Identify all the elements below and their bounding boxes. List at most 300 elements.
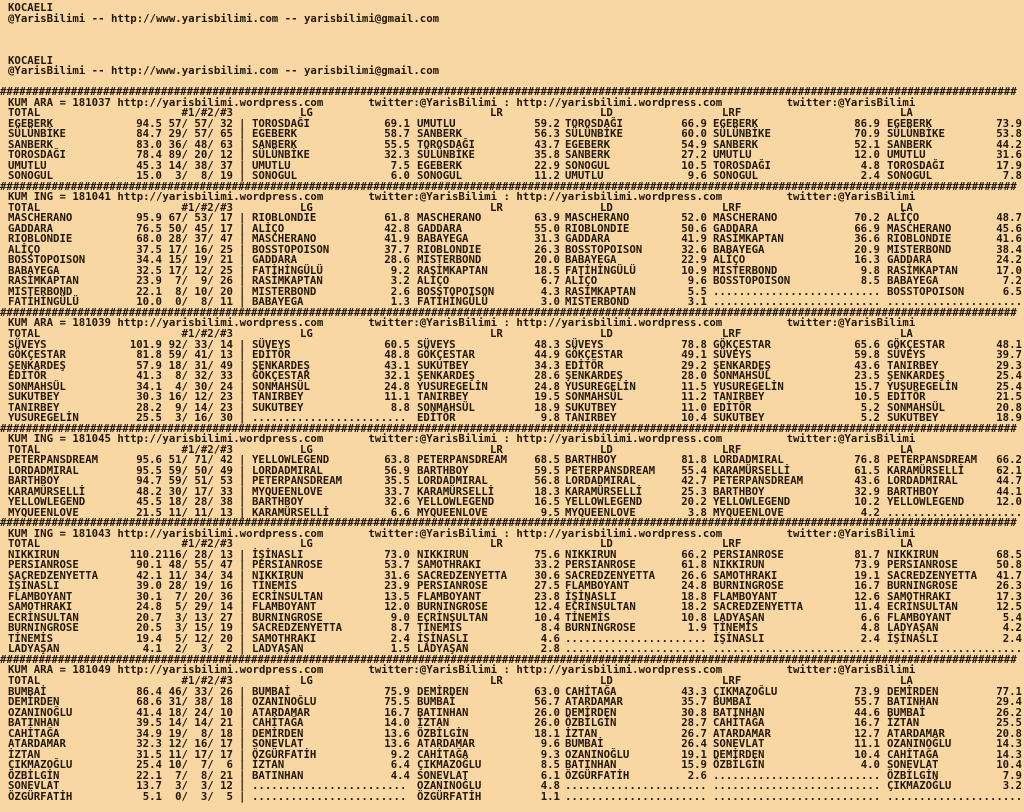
la-name: ALİÇO (887, 211, 920, 225)
lg-value: 73.0 (384, 547, 410, 561)
lr-name: GÖKÇESTAR (417, 348, 475, 362)
lr-value: 43.7 (534, 137, 560, 151)
total-value: 20.5 (136, 621, 162, 635)
ld-value: 11.0 (681, 400, 707, 414)
la-value: 14.3 (996, 747, 1022, 761)
lrf-name: RASİMKAPTAN (713, 232, 784, 246)
lg-value: 32.6 (384, 495, 410, 509)
placings-value: 89/ 20/ 12 (168, 148, 233, 162)
lrf-name: SUKUTBEY (713, 411, 765, 425)
lrf-value: 86.9 (854, 116, 880, 130)
ld-value: 60.0 (681, 127, 707, 141)
horse-name: DEMİRDEN (8, 695, 60, 709)
lrf-name: .......................... (713, 284, 881, 298)
lr-value: 34.3 (534, 358, 560, 372)
lr-value: 22.9 (534, 158, 560, 172)
total-value: 34.4 (136, 253, 162, 267)
column-divider: | (239, 505, 246, 519)
horse-name: SONEVLAT (8, 779, 60, 793)
ld-value: 3.1 (687, 295, 707, 309)
ld-name: SANBERK (565, 148, 611, 162)
la-name: SANBERK (887, 137, 933, 151)
lrf-value: 65.6 (854, 337, 880, 351)
lr-name: SONEVLAT (417, 768, 469, 782)
lrf-value: 73.9 (854, 558, 880, 572)
total-value: 45.5 (136, 495, 162, 509)
lr-value: 63.9 (534, 211, 560, 225)
lr-value: 4.6 (540, 631, 560, 645)
col-header-lr: LR (490, 442, 503, 456)
column-divider: | (239, 358, 246, 372)
lg-name: MISTERBOND (252, 284, 317, 298)
lr-name: MISTERBOND (417, 253, 482, 267)
placings-value: 17/ 16/ 25 (168, 242, 233, 256)
la-value: 45.6 (996, 221, 1022, 235)
separator-hashes: ############################################################################################################################################################## (0, 516, 1017, 530)
lg-value: 63.8 (384, 453, 410, 467)
column-divider: | (239, 610, 246, 624)
horse-name: UMUTLU (8, 158, 47, 172)
la-value: 29.3 (996, 358, 1022, 372)
lg-name: FLAMBOYANT (252, 600, 317, 614)
lrf-value: 4.8 (860, 158, 880, 172)
placings-value: 7/ 9/ 26 (168, 274, 233, 288)
la-name: EGEBERK (887, 116, 933, 130)
lg-value: 31.6 (384, 568, 410, 582)
column-divider: | (239, 232, 246, 246)
lr-name: MYQUEENLOVE (417, 505, 488, 519)
ld-name: BATINHAN (565, 758, 617, 772)
lr-value: 56.8 (534, 474, 560, 488)
column-divider: | (239, 148, 246, 162)
lg-name: TOROSDAĞI (252, 116, 310, 130)
total-value: 41.4 (136, 705, 162, 719)
lr-value: 4.3 (540, 284, 560, 298)
horse-name: TOROSDAĞI (8, 148, 66, 162)
lr-name: BUMBAİ (417, 695, 456, 709)
ld-name: SACREDZENYETTA (565, 568, 656, 582)
la-name: BURNINGROSE (887, 579, 958, 593)
lr-value: 20.0 (534, 253, 560, 267)
column-divider: | (239, 642, 246, 656)
la-name: ..................... (887, 642, 1023, 656)
ld-name: DEMİRDEN (565, 705, 617, 719)
lr-value: 10.4 (534, 610, 560, 624)
ld-name: BURNINGROSE (565, 621, 636, 635)
ld-value: 28.7 (681, 716, 707, 730)
col-header-total: TOTAL (8, 442, 41, 456)
la-name: LADYAŞAN (887, 621, 939, 635)
lg-name: BURNINGROSE (252, 610, 323, 624)
separator-hashes: ############################################################################################################################################################## (0, 179, 1017, 193)
column-divider: | (239, 348, 246, 362)
la-value: 12.0 (996, 495, 1022, 509)
lr-name: SUKUTBEY (417, 358, 469, 372)
lrf-name: TOROSDAĞI (713, 158, 771, 172)
column-divider: | (239, 747, 246, 761)
ld-value: 43.3 (681, 684, 707, 698)
lr-value: 1.1 (540, 789, 560, 803)
total-value: 42.1 (136, 568, 162, 582)
col-header-ld: LD (600, 200, 613, 214)
placings-value: 48/ 55/ 47 (168, 558, 233, 572)
lr-value: 44.9 (534, 348, 560, 362)
lr-name: PETERPANSDREAM (417, 453, 508, 467)
la-value: 53.8 (996, 127, 1022, 141)
col-header-lr: LR (490, 200, 503, 214)
lrf-name: EDİTÖR (713, 400, 752, 414)
total-value: 94.7 (136, 474, 162, 488)
lrf-value: 4.0 (860, 758, 880, 772)
la-value: 20.8 (996, 726, 1022, 740)
total-value: 84.7 (136, 127, 162, 141)
la-value: 7.2 (1002, 274, 1022, 288)
total-value: 48.2 (136, 484, 162, 498)
col-header-la: LA (900, 442, 913, 456)
total-value: 20.7 (136, 610, 162, 624)
ld-name: MASCHERANO (565, 211, 630, 225)
lrf-name: BOSSTOPOISON (713, 274, 791, 288)
ld-value: 61.8 (681, 558, 707, 572)
total-value: 32.3 (136, 737, 162, 751)
lg-value: 35.5 (384, 474, 410, 488)
horse-name: GÖKÇESTAR (8, 348, 66, 362)
la-name: ÖZBİLGİN (887, 768, 939, 782)
la-value: 44.7 (996, 474, 1022, 488)
lg-name: NIKKIRUN (252, 568, 304, 582)
la-name: CAHİTAĞA (887, 747, 939, 761)
lr-value: 26.3 (534, 242, 560, 256)
ld-name: NIKKIRUN (565, 547, 617, 561)
placings-value: 36/ 48/ 63 (168, 137, 233, 151)
lrf-value: 2.4 (860, 169, 880, 183)
horse-name: BARTHBOY (8, 474, 60, 488)
la-value: 44.2 (996, 137, 1022, 151)
lr-name: SANBERK (417, 127, 463, 141)
column-divider: | (239, 568, 246, 582)
la-value: 31.6 (996, 148, 1022, 162)
total-value: 68.0 (136, 232, 162, 246)
horse-name: ÖZGÜRFATİH (8, 789, 73, 803)
column-divider: | (239, 547, 246, 561)
lrf-name: .......................... (713, 768, 881, 782)
ld-value: 5.5 (687, 284, 707, 298)
lg-name: FATİHİNGÜLÜ (252, 263, 323, 277)
ld-value: 49.1 (681, 348, 707, 362)
column-divider: | (239, 463, 246, 477)
lg-name: ÖZGÜRFATİH (252, 747, 317, 761)
la-value: 7.8 (1002, 169, 1022, 183)
lrf-name: SONEVLAT (713, 737, 765, 751)
lrf-value: 52.1 (854, 137, 880, 151)
lr-name: TİNEMİS (417, 621, 463, 635)
lr-value: 31.3 (534, 232, 560, 246)
lr-value: 6.1 (540, 768, 560, 782)
total-value: 21.5 (136, 505, 162, 519)
horse-name: SÜVEYS (8, 337, 47, 351)
col-header-placings: #1/#2/#3 (181, 200, 233, 214)
lrf-name: LORDADMIRAL (713, 453, 784, 467)
placings-value: 16/ 12/ 23 (168, 390, 233, 404)
lg-value: 14.0 (384, 716, 410, 730)
ld-value: 66.2 (681, 547, 707, 561)
total-value: 5.1 (142, 789, 162, 803)
lg-value: 69.1 (384, 116, 410, 130)
placings-value: 18/ 31/ 49 (168, 358, 233, 372)
lrf-value: 5.2 (860, 411, 880, 425)
placings-value: 11/ 34/ 34 (168, 568, 233, 582)
col-header-lg: LG (300, 106, 313, 120)
placings-value: 15/ 19/ 21 (168, 253, 233, 267)
race-title-line (0, 318, 1024, 329)
la-name: BARTHBOY (887, 484, 939, 498)
total-value: 41.3 (136, 369, 162, 383)
la-name: BABAYEGA (887, 274, 939, 288)
col-header-lrf: LRF (722, 200, 742, 214)
lg-name: MYQUEENLOVE (252, 484, 323, 498)
la-value: 48.7 (996, 211, 1022, 225)
lrf-name: SONMAHSÜL (713, 369, 771, 383)
lr-value: 75.6 (534, 547, 560, 561)
lg-value: 53.7 (384, 558, 410, 572)
column-divider: | (239, 274, 246, 288)
lrf-value: 70.2 (854, 211, 880, 225)
ld-name: BUMBAİ (565, 737, 604, 751)
ld-value: 10.8 (681, 610, 707, 624)
col-header-placings: #1/#2/#3 (181, 106, 233, 120)
ld-value: 11.5 (681, 379, 707, 393)
total-value: 83.0 (136, 137, 162, 151)
lg-name: LADYAŞAN (252, 642, 304, 656)
column-divider: | (239, 295, 246, 309)
lr-name: FATİHİNGÜLÜ (417, 295, 488, 309)
total-value: 39.5 (136, 716, 162, 730)
placings-value: 18/ 28/ 38 (168, 495, 233, 509)
ld-name: SÜLÜNBİKE (565, 127, 623, 141)
lrf-name: SONOGUL (713, 169, 759, 183)
column-divider: | (239, 474, 246, 488)
blank-line (0, 35, 1024, 46)
lr-name: TOROSDAĞI (417, 137, 475, 151)
lr-value: 56.7 (534, 695, 560, 709)
lg-value: 41.9 (384, 232, 410, 246)
column-divider: | (239, 137, 246, 151)
column-divider: | (239, 558, 246, 572)
la-value: 41.6 (996, 232, 1022, 246)
lg-value: 7.5 (390, 158, 410, 172)
column-divider: | (239, 695, 246, 709)
lg-value: 42.8 (384, 221, 410, 235)
ld-name: SÜVEYS (565, 337, 604, 351)
ld-name: ÖZGÜRFATİH (565, 768, 630, 782)
horse-name: SUKUTBEY (8, 390, 60, 404)
placings-value: 10/ 7/ 6 (168, 758, 233, 772)
placings-value: 59/ 51/ 53 (168, 474, 233, 488)
lr-value: 63.0 (534, 684, 560, 698)
la-name: TOROSDAĞI (887, 158, 945, 172)
ld-value: 24.8 (681, 579, 707, 593)
la-value: 38.4 (996, 242, 1022, 256)
lr-name: UMUTLU (417, 116, 456, 130)
lrf-name: SAMOTHRAKI (713, 568, 778, 582)
la-value: 10.4 (996, 758, 1022, 772)
col-header-lrf: LRF (722, 674, 742, 687)
ld-name: PETERPANSDREAM (565, 463, 656, 477)
lg-value: 43.1 (384, 358, 410, 372)
total-value: 24.8 (136, 600, 162, 614)
lg-value: 1.3 (390, 295, 410, 309)
la-name: SAMOTHRAKI (887, 589, 952, 603)
lrf-name: BARTHBOY (713, 484, 765, 498)
la-name: UMUTLU (887, 148, 926, 162)
lg-name: DEMİRDEN (252, 726, 304, 740)
col-header-lrf: LRF (722, 537, 742, 551)
lr-value: 48.3 (534, 337, 560, 351)
la-name: KARAMÜRSELLİ (887, 463, 965, 477)
placings-value: 28/ 19/ 16 (168, 579, 233, 593)
lg-name: ........................ (252, 411, 407, 425)
total-value: 30.1 (136, 589, 162, 603)
lr-name: PERSIANROSE (417, 579, 488, 593)
total-value: 32.5 (136, 263, 162, 277)
lr-name: İŞİNASLI (417, 631, 469, 645)
horse-name: SANBERK (8, 137, 54, 151)
la-name: MASCHERANO (887, 221, 952, 235)
placings-value: 59/ 50/ 49 (168, 463, 233, 477)
lr-name: MASCHERANO (417, 211, 482, 225)
lg-value: 8.8 (390, 400, 410, 414)
report-contact-line (0, 11, 1024, 25)
placings-value: 11/ 11/ 13 (168, 505, 233, 519)
total-value: 28.2 (136, 400, 162, 414)
lg-value: 16.7 (384, 705, 410, 719)
la-name: PERSIANROSE (887, 558, 958, 572)
lg-name: RIOBLONDIE (252, 211, 317, 225)
lg-name: ATARDAMAR (252, 705, 310, 719)
lg-value: 56.9 (384, 463, 410, 477)
ld-name: RASİMKAPTAN (565, 284, 636, 298)
lg-value: 75.9 (384, 684, 410, 698)
lr-name: BARTHBOY (417, 463, 469, 477)
placings-value: 12/ 16/ 17 (168, 737, 233, 751)
la-value: 25.5 (996, 716, 1022, 730)
col-header-lg: LG (300, 442, 313, 456)
lrf-value: 81.7 (854, 547, 880, 561)
lr-name: RIOBLONDIE (417, 242, 482, 256)
placings-value: 3/ 13/ 27 (168, 610, 233, 624)
lr-name: YELLOWLEGEND (417, 495, 495, 509)
col-header-lrf: LRF (722, 326, 742, 340)
lg-name: SAMOTHRAKI (252, 631, 317, 645)
lrf-value: 11.1 (854, 737, 880, 751)
la-value: 26.3 (996, 579, 1022, 593)
horse-name: ALİÇO (8, 242, 41, 256)
total-value: 78.4 (136, 148, 162, 162)
placings-value: 5/ 29/ 14 (168, 600, 233, 614)
lg-name: SONMAHSÜL (252, 379, 310, 393)
lrf-name: SÜLÜNBİKE (713, 127, 771, 141)
column-divider: | (239, 169, 246, 183)
la-value: 62.1 (996, 463, 1022, 477)
horse-name: İŞİNASLI (8, 579, 60, 593)
horse-name: RASİMKAPTAN (8, 274, 79, 288)
lg-value: 11.1 (384, 390, 410, 404)
lg-value: 9.0 (390, 610, 410, 624)
lr-value: 8.4 (540, 621, 560, 635)
lg-name: OZANINOĞLU (252, 695, 317, 709)
horse-name: EDİTÖR (8, 369, 47, 383)
lrf-value: 10.4 (854, 747, 880, 761)
column-divider: | (239, 284, 246, 298)
lrf-value: 8.5 (860, 274, 880, 288)
placings-value: 11/ 17/ 17 (168, 747, 233, 761)
separator-hashes: ############################################################################################################################################################## (0, 85, 1017, 99)
lrf-value: 70.9 (854, 127, 880, 141)
la-value: 50.8 (996, 558, 1022, 572)
lg-value: 8.7 (390, 621, 410, 635)
la-value: 17.3 (996, 589, 1022, 603)
lg-value: 1.5 (390, 642, 410, 656)
ld-value: 22.9 (681, 253, 707, 267)
ld-value: 27.2 (681, 148, 707, 162)
total-value: 15.0 (136, 169, 162, 183)
col-header-ld: LD (600, 674, 613, 687)
lr-name: SÜVEYS (417, 337, 456, 351)
lr-value: 30.6 (534, 568, 560, 582)
total-value: 95.6 (136, 453, 162, 467)
lrf-value: 43.6 (854, 474, 880, 488)
column-divider: | (239, 221, 246, 235)
ld-value: 26.6 (681, 568, 707, 582)
lrf-name: DEMİRDEN (713, 747, 765, 761)
col-header-ld: LD (600, 326, 613, 340)
horse-name: PERSIANROSE (8, 558, 79, 572)
lrf-value: 9.8 (860, 263, 880, 277)
lrf-name: MISTERBOND (713, 263, 778, 277)
total-value: 19.4 (136, 631, 162, 645)
lr-value: 4.8 (540, 779, 560, 793)
col-header-ld: LD (600, 537, 613, 551)
ld-name: GÖKÇESTAR (565, 348, 623, 362)
la-name: SONEVLAT (887, 758, 939, 772)
lg-name: İZTAN (252, 758, 285, 772)
column-divider: | (239, 621, 246, 635)
lr-name: EGEBERK (417, 158, 463, 172)
ld-name: SONOGUL (565, 158, 611, 172)
la-value: 17.9 (996, 158, 1022, 172)
la-name: SACREDZENYETTA (887, 568, 978, 582)
lg-value: 9.2 (390, 747, 410, 761)
lg-name: SÜLÜNBİKE (252, 148, 310, 162)
lrf-value: 2.4 (860, 631, 880, 645)
ld-value: 26.4 (681, 737, 707, 751)
la-name: BUMBAİ (887, 705, 926, 719)
placings-value: 50/ 45/ 17 (168, 221, 233, 235)
lrf-name: TİNEMİS (713, 621, 759, 635)
column-divider: | (239, 631, 246, 645)
lr-name: CAHİTAĞA (417, 747, 469, 761)
total-value: 86.4 (136, 684, 162, 698)
ld-name: KARAMÜRSELLİ (565, 484, 643, 498)
ld-value: 11.2 (681, 390, 707, 404)
col-header-total: TOTAL (8, 326, 41, 340)
race-title-line (0, 526, 1024, 540)
la-value: 77.1 (996, 684, 1022, 698)
lg-value: 23.9 (384, 579, 410, 593)
lr-name: LADYAŞAN (417, 642, 469, 656)
column-divider: | (239, 684, 246, 698)
report-location: KOCAELI (8, 53, 54, 67)
